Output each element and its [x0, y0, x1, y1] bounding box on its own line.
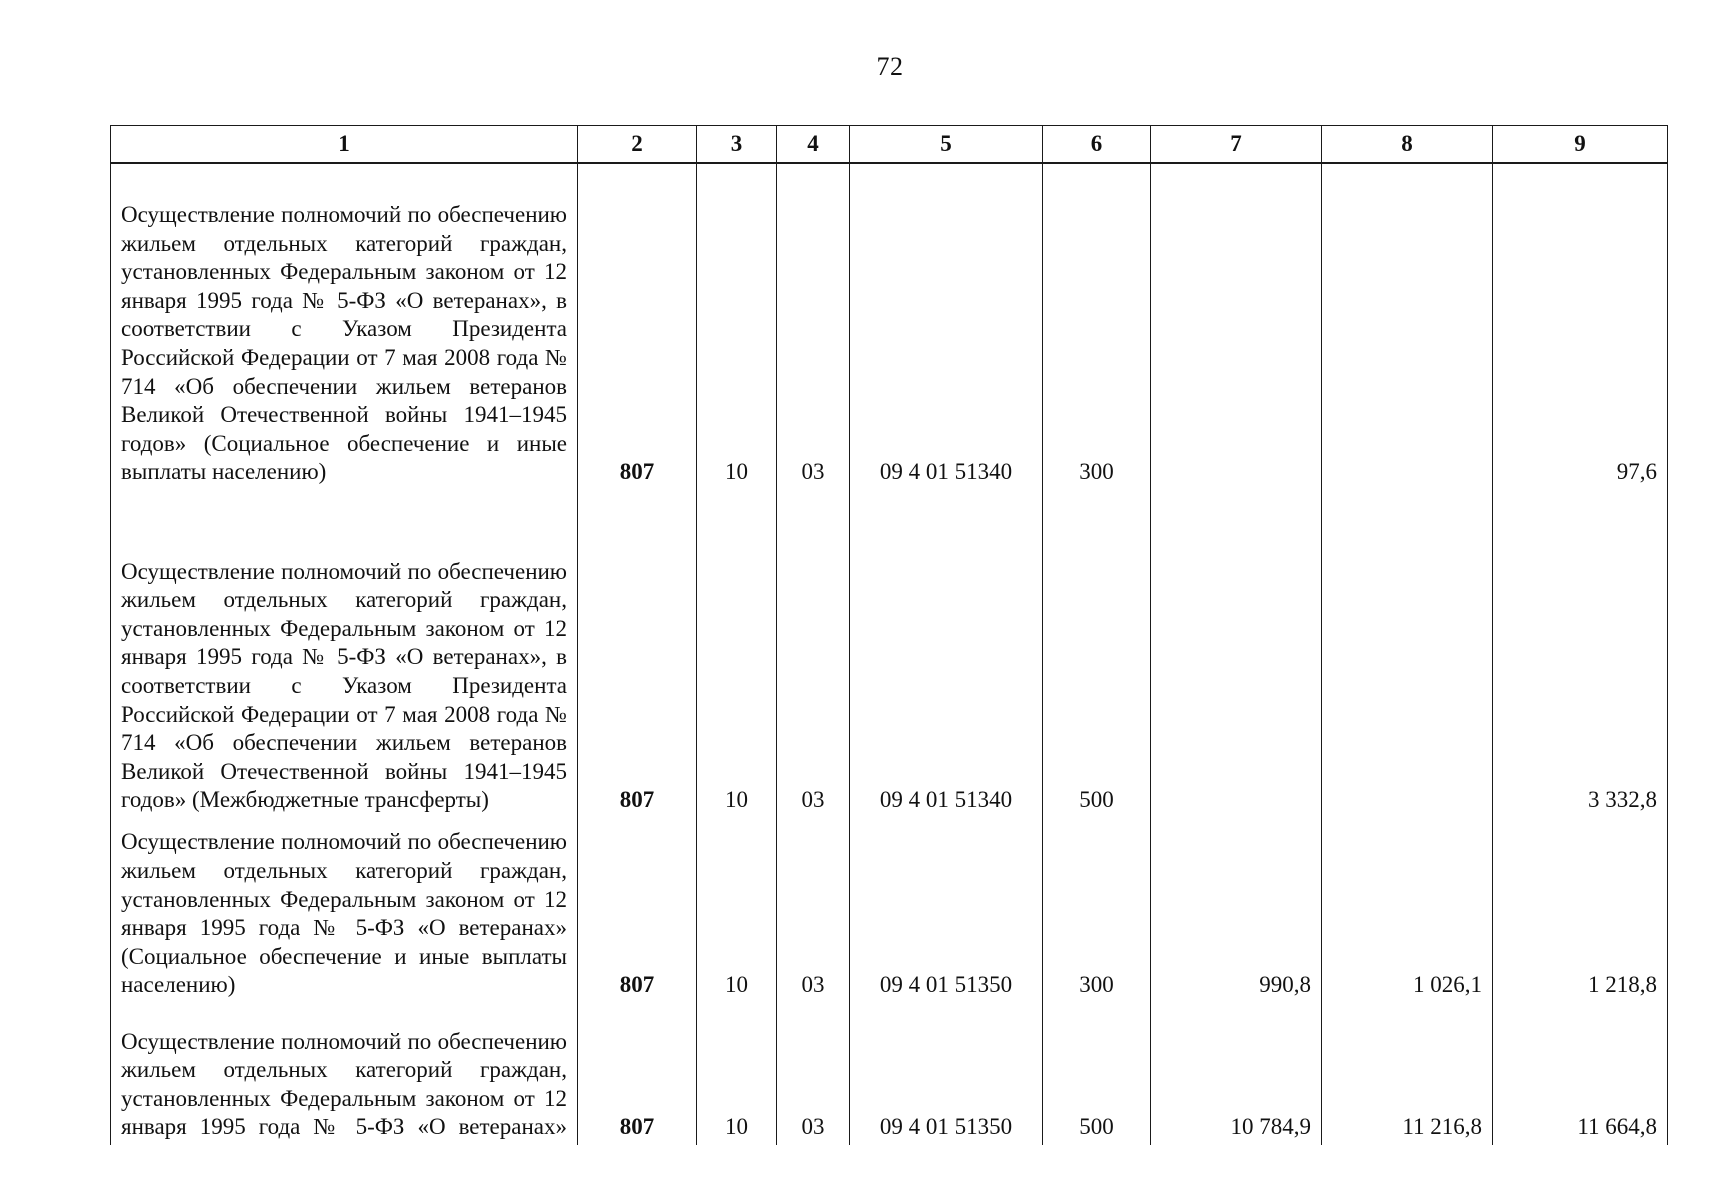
- row-amount-col7: 990,8: [1151, 818, 1322, 1003]
- row-subsection: 03: [777, 490, 850, 818]
- row-section: 10: [697, 818, 777, 1003]
- row-description: Осуществление полномочий по обеспечению жильем отдельных категорий граждан, установленных Федеральным законом от 12 января 1995 года № 5-ФЗ «О ветеранах», в соответствии с Указом Президента Российской Федерации от 7 мая 2008 года № 714 «Об обеспечении жильем ветеранов Великой Отечественной войны 1941–1945 годов» (Социальное обеспечение и иные выплаты населению): [111, 163, 578, 490]
- row-amount-col9: 1 218,8: [1493, 818, 1668, 1003]
- row-amount-col8: 11 216,8: [1322, 1003, 1493, 1145]
- table-header: [111, 126, 1668, 164]
- header-row: [111, 126, 1668, 164]
- column-header-5: 5: [850, 126, 1043, 164]
- row-expense-type: 500: [1043, 1003, 1151, 1145]
- row-admin-code: 807: [578, 818, 697, 1003]
- column-header-3: 3: [697, 126, 777, 164]
- column-header-8: 8: [1322, 126, 1493, 164]
- row-target-code: 09 4 01 51350: [850, 1003, 1043, 1145]
- row-amount-col9: 11 664,8: [1493, 1003, 1668, 1145]
- column-header-1: 1: [111, 126, 578, 164]
- budget-table-container: [110, 125, 1668, 1145]
- row-amount-col7: [1151, 490, 1322, 818]
- row-amount-col8: 1 026,1: [1322, 818, 1493, 1003]
- row-target-code: 09 4 01 51340: [850, 490, 1043, 818]
- row-subsection: 03: [777, 163, 850, 490]
- column-header-2: 2: [578, 126, 697, 164]
- budget-table: [110, 125, 1668, 1145]
- table-row: [111, 818, 1668, 1003]
- row-description: Осуществление полномочий по обеспечению жильем отдельных категорий граждан, установленных Федеральным законом от 12 января 1995 года № 5-ФЗ «О ветеранах»: [111, 1003, 578, 1145]
- row-target-code: 09 4 01 51350: [850, 818, 1043, 1003]
- row-amount-col9: 97,6: [1493, 163, 1668, 490]
- column-header-4: 4: [777, 126, 850, 164]
- row-expense-type: 500: [1043, 490, 1151, 818]
- row-admin-code: 807: [578, 1003, 697, 1145]
- row-subsection: 03: [777, 818, 850, 1003]
- row-expense-type: 300: [1043, 163, 1151, 490]
- row-section: 10: [697, 490, 777, 818]
- row-amount-col8: [1322, 490, 1493, 818]
- table-row: [111, 490, 1668, 818]
- row-description: Осуществление полномочий по обеспечению жильем отдельных категорий граждан, установленных Федеральным законом от 12 января 1995 года № 5-ФЗ «О ветеранах», в соответствии с Указом Президента Российской Федерации от 7 мая 2008 года № 714 «Об обеспечении жильем ветеранов Великой Отечественной войны 1941–1945 годов» (Межбюджетные трансферты): [111, 490, 578, 818]
- row-amount-col8: [1322, 163, 1493, 490]
- row-amount-col9: 3 332,8: [1493, 490, 1668, 818]
- column-header-7: 7: [1151, 126, 1322, 164]
- row-amount-col7: [1151, 163, 1322, 490]
- row-section: 10: [697, 1003, 777, 1145]
- row-target-code: 09 4 01 51340: [850, 163, 1043, 490]
- row-admin-code: 807: [578, 163, 697, 490]
- page-number: 72: [876, 52, 904, 81]
- column-header-6: 6: [1043, 126, 1151, 164]
- table-body: [111, 163, 1668, 1145]
- row-amount-col7: 10 784,9: [1151, 1003, 1322, 1145]
- table-row: [111, 163, 1668, 490]
- row-admin-code: 807: [578, 490, 697, 818]
- table-row: [111, 1003, 1668, 1145]
- row-section: 10: [697, 163, 777, 490]
- column-header-9: 9: [1493, 126, 1668, 164]
- row-subsection: 03: [777, 1003, 850, 1145]
- row-description: Осуществление полномочий по обеспечению жильем отдельных категорий граждан, установленных Федеральным законом от 12 января 1995 года № 5-ФЗ «О ветеранах» (Социальное обеспечение и иные выплаты населению): [111, 818, 578, 1003]
- row-expense-type: 300: [1043, 818, 1151, 1003]
